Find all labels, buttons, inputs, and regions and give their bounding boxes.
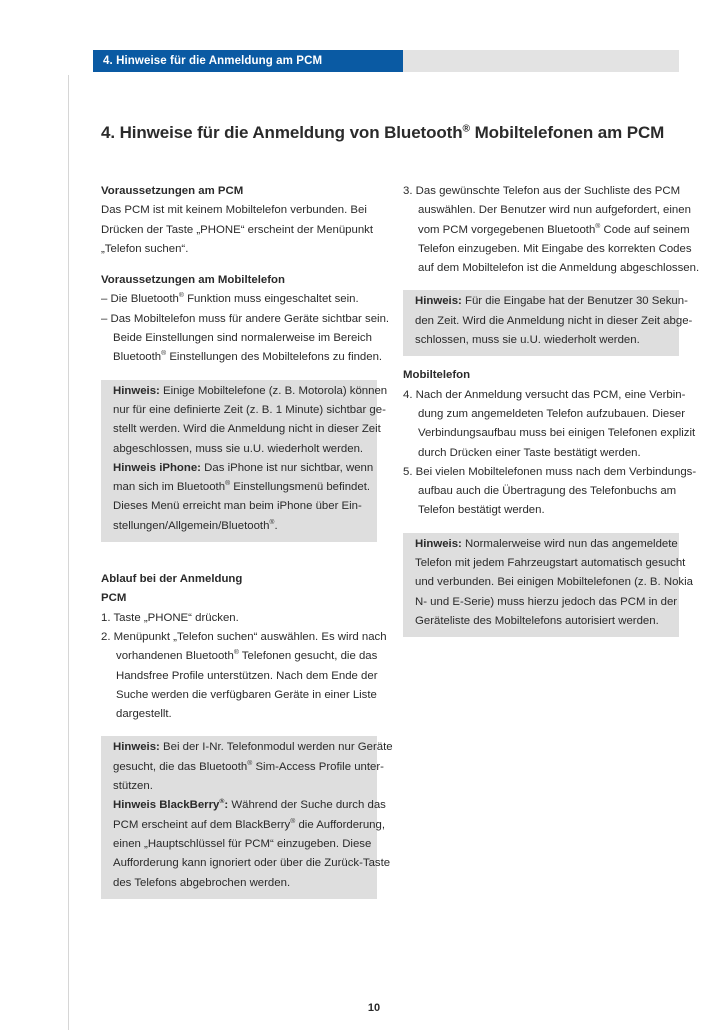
note-line: schlossen, muss sie u.U. wiederholt werden. <box>415 334 640 347</box>
section-header: 4. Hinweise für die Anmeldung am PCM <box>93 50 403 72</box>
list-item: 3. Das gewünschte Telefon aus der Suchliste des PCM <box>403 185 681 197</box>
list-item: – Das Mobiltelefon muss für andere Geräte sichtbar sein. <box>101 312 390 325</box>
note-box-autoconnect <box>403 533 693 637</box>
page-number: 10 <box>367 1002 381 1014</box>
text-line: auf dem Mobiltelefon ist die Anmeldung abgeschlossen. <box>418 262 700 275</box>
text-line: „Telefon suchen“. <box>101 242 189 255</box>
note-line: Hinweis iPhone: Das iPhone ist nur sichtbar, wenn <box>113 461 374 474</box>
text-line: Bluetooth® Einstellungen des Mobiltelefons zu finden. <box>113 350 383 364</box>
list-item: 4. Nach der Anmeldung versucht das PCM, eine Verbin- <box>403 388 686 401</box>
text-line: Telefon einzugeben. Mit Eingabe des korrekten Codes <box>418 242 692 255</box>
text-line: dargestellt. <box>116 708 172 721</box>
text-line: Suche werden die verfügbaren Geräte in einer Liste <box>116 688 377 701</box>
note-line: Hinweis: Für die Eingabe hat der Benutzer 30 Sekun- <box>415 295 688 308</box>
text-line: Handsfree Profile unterstützen. Nach dem Ende der <box>116 669 378 682</box>
heading-voraussetzungen-mobil: Voraussetzungen am Mobiltelefon <box>101 274 285 287</box>
note-line: stellt werden. Wird die Anmeldung nicht in dieser Zeit <box>113 423 381 436</box>
note-line: des Telefons abgebrochen werden. <box>113 876 291 889</box>
note-line: Geräteliste des Mobiltelefons autorisiert werden. <box>415 614 659 627</box>
note-box-sim-access <box>101 736 393 898</box>
note-line: Dieses Menü erreicht man beim iPhone über Ein- <box>113 500 362 513</box>
list-item: 5. Bei vielen Mobiltelefonen muss nach dem Verbindungs- <box>403 465 697 478</box>
page-title: 4. Hinweise für die Anmeldung von Bluetooth® Mobiltelefonen am PCM <box>101 123 665 142</box>
text-line: dung zum angemeldeten Telefon aufzubauen. Dieser <box>418 407 686 420</box>
note-line: Hinweis: Bei der I-Nr. Telefonmodul werden nur Geräte <box>113 741 393 754</box>
text-line: auswählen. Der Benutzer wird nun aufgefordert, einen <box>418 204 691 217</box>
note-line: nur für eine definierte Zeit (z. B. 1 Minute) sichtbar ge- <box>113 403 386 416</box>
note-box-visibility <box>101 380 388 542</box>
list-item: – Die Bluetooth® Funktion muss eingeschaltet sein. <box>101 292 359 306</box>
text-line: Telefon bestätigt werden. <box>418 504 545 517</box>
heading-voraussetzungen-pcm: Voraussetzungen am PCM <box>101 185 244 197</box>
note-line: abgeschlossen, muss sie u.U. wiederholt werden. <box>113 442 364 455</box>
heading-pcm: PCM <box>101 592 127 605</box>
note-line: Hinweis BlackBerry®: Während der Suche durch das <box>113 798 386 812</box>
note-line: Aufforderung kann ignoriert oder über die Zurück-Taste <box>113 857 391 870</box>
header-bar-fill <box>403 50 679 72</box>
note-line: gesucht, die das Bluetooth® Sim-Access Profile unter- <box>113 759 384 773</box>
text-line: Verbindungsaufbau muss bei einigen Telefonen explizit <box>418 427 696 440</box>
note-line: und verbunden. Bei einigen Mobiltelefonen (z. B. Nokia <box>415 576 693 589</box>
note-line: stellungen/Allgemein/Bluetooth®. <box>113 518 278 532</box>
text-line: vorhandenen Bluetooth® Telefonen gesucht, die das <box>116 649 378 663</box>
right-column <box>403 182 700 637</box>
note-line: PCM erscheint auf dem BlackBerry® die Aufforderung, <box>113 817 386 831</box>
heading-ablauf: Ablauf bei der Anmeldung <box>101 573 243 586</box>
note-line: man sich im Bluetooth® Einstellungsmenü befindet. <box>113 480 371 494</box>
left-column <box>101 182 393 899</box>
note-line: Telefon mit jedem Fahrzeugstart automatisch gesucht <box>415 557 686 570</box>
list-item: 1. Taste „PHONE“ drücken. <box>101 611 239 624</box>
text-line: aufbau auch die Übertragung des Telefonbuchs am <box>418 485 677 498</box>
text-line: Drücken der Taste „PHONE“ erscheint der Menüpunkt <box>101 223 374 236</box>
margin-rule <box>68 75 69 1030</box>
note-box-timeout <box>403 290 693 356</box>
heading-mobiltelefon: Mobiltelefon <box>403 369 471 382</box>
text-line: Beide Einstellungen sind normalerweise im Bereich <box>113 332 372 345</box>
note-line: stützen. <box>113 780 153 793</box>
note-line: Hinweis: Einige Mobiltelefone (z. B. Motorola) können <box>113 384 388 397</box>
note-line: Hinweis: Normalerweise wird nun das angemeldete <box>415 537 678 550</box>
note-line: N- und E-Serie) muss hierzu jedoch das PCM in der <box>415 595 678 608</box>
text-line: vom PCM vorgegebenen Bluetooth® Code auf seinem <box>418 222 690 236</box>
list-item: 2. Menüpunkt „Telefon suchen“ auswählen. Es wird nach <box>101 630 387 643</box>
note-line: einen „Hauptschlüssel für PCM“ einzugeben. Diese <box>113 837 372 850</box>
text-line: durch Drücken einer Taste bestätigt werden. <box>418 446 641 459</box>
text-line: Das PCM ist mit keinem Mobiltelefon verbunden. Bei <box>101 204 367 217</box>
note-line: den Zeit. Wird die Anmeldung nicht in dieser Zeit abge- <box>415 314 693 327</box>
